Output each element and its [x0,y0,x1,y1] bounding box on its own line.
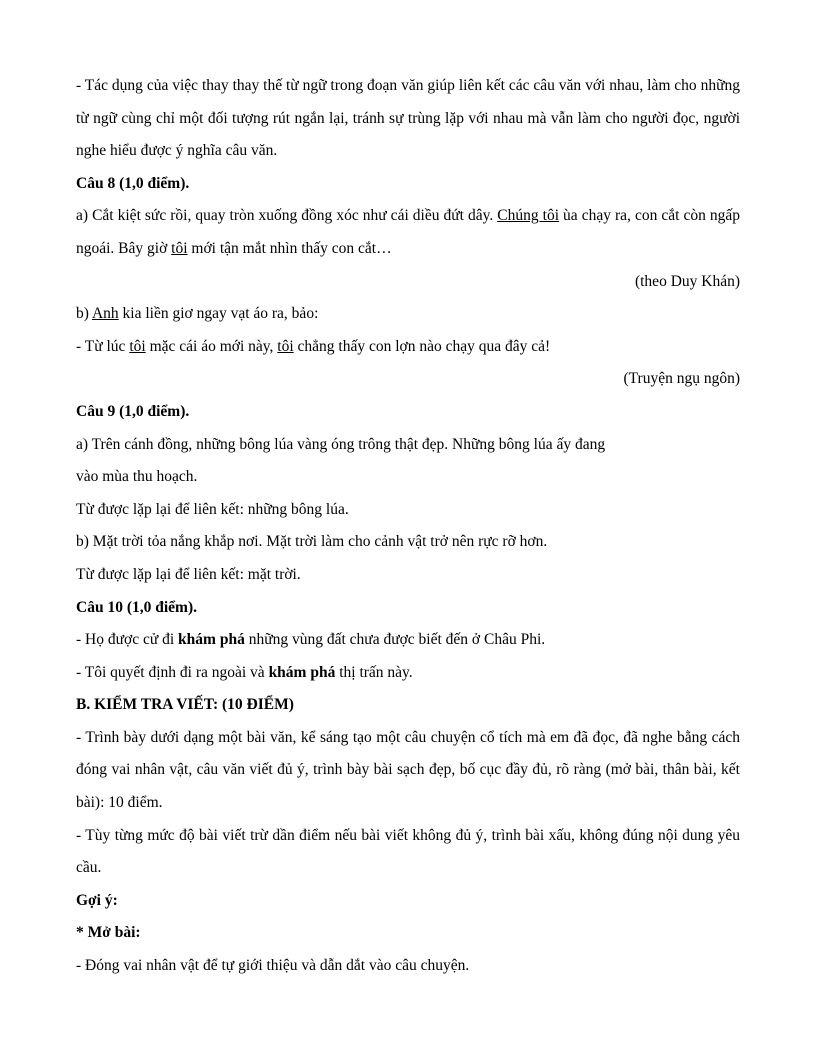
cau8-b2-text-2: mặc cái áo mới này, [145,337,278,355]
section-b-para1: - Trình bày dưới dạng một bài văn, kể sáng tạo một câu chuyện cổ tích mà em đã đọc, đã nghe bằng cách đóng vai nhân vật, câu văn viết đủ ý, trình bày bài sạch đẹp, bố cục đầy đủ, rõ ràng (mở bài, thân bài, kết bài): 10 điểm. [76,728,740,812]
cau9-a-line2: vào mùa thu hoạch. [76,468,198,486]
cau8-a-text-2: ùa chạy ra, con cắt còn ngấp ngoái. Bây giờ [76,207,740,257]
cau8-a [76,200,740,265]
cau8-b2-text-1: - Từ lúc [76,337,130,355]
cau9-a-answer: Từ được lặp lại để liên kết: những bông lúa. [76,500,349,518]
cau10-l1-bold: khám phá [178,631,245,649]
cau10-l1-text-2: những vùng đất chưa được biết đến ở Châu Phi. [244,631,546,649]
para-tac-dung: - Tác dụng của việc thay thay thế từ ngữ trong đoạn văn giúp liên kết các câu văn với nhau, làm cho những từ ngữ cùng chỉ một đối tượng rút ngắn lại, tránh sự trùng lặp với nhau mà vẫn làm cho người đọc, người nghe hiểu được ý nghĩa câu văn. [76,77,740,160]
cau9-b-line: b) Mặt trời tỏa nắng khắp nơi. Mặt trời làm cho cảnh vật trở nên rực rỡ hơn. [76,533,548,551]
cau8-a-source: (theo Duy Khán) [634,272,740,290]
section-b-heading: B. KIỂM TRA VIẾT: (10 ĐIỂM) [76,696,294,714]
cau8-a-underline-1: Chúng tôi [497,207,560,225]
cau9-b-answer: Từ được lặp lại để liên kết: mặt trời. [76,565,301,583]
cau10-l2-text-1: - Tôi quyết định đi ra ngoài và [76,663,269,681]
goi-y-heading: Gợi ý: [76,891,118,909]
cau8-a-text-1: a) Cắt kiệt sức rồi, quay tròn xuống đồng xóc như cái diều đứt dây. [76,207,498,225]
cau10-line1 [76,624,740,657]
cau8-b-underline-1: Anh [91,305,119,323]
cau8-heading: Câu 8 (1,0 điểm). [76,174,190,192]
cau8-a-text-3: mới tận mắt nhìn thấy con cắt… [187,239,392,257]
cau8-a-underline-2: tôi [171,239,188,257]
mo-bai-heading: * Mở bài: [76,924,141,942]
cau9-a-line1: a) Trên cánh đồng, những bông lúa vàng óng trông thật đẹp. Những bông lúa ấy đang [76,435,606,453]
cau8-b-source: (Truyện ngụ ngôn) [623,370,740,388]
section-b-para2: - Tùy từng mức độ bài viết trừ dần điểm nếu bài viết không đủ ý, trình bài xấu, không đúng nội dung yêu cầu. [76,826,740,877]
mo-bai-line: - Đóng vai nhân vật để tự giới thiệu và dẫn dắt vào câu chuyện. [76,957,470,975]
cau10-l1-text-1: - Họ được cử đi [76,631,179,649]
cau8-b2-underline-1: tôi [129,337,146,355]
cau8-b2-text-3: chẳng thấy con lợn nào chạy qua đây cả! [293,337,551,355]
cau8-b-text-1: kia liền giơ ngay vạt áo ra, bảo: [118,305,319,323]
cau10-heading: Câu 10 (1,0 điểm). [76,598,197,616]
cau8-b2-underline-2: tôi [277,337,294,355]
cau10-l2-bold: khám phá [268,663,336,681]
cau10-line2 [76,657,740,690]
cau8-b [76,298,740,331]
cau10-l2-text-2: thị trấn này. [335,663,413,681]
cau8-b-prefix: b) [76,305,92,323]
cau9-heading: Câu 9 (1,0 điểm). [76,402,190,420]
cau8-b-quote [76,331,740,364]
